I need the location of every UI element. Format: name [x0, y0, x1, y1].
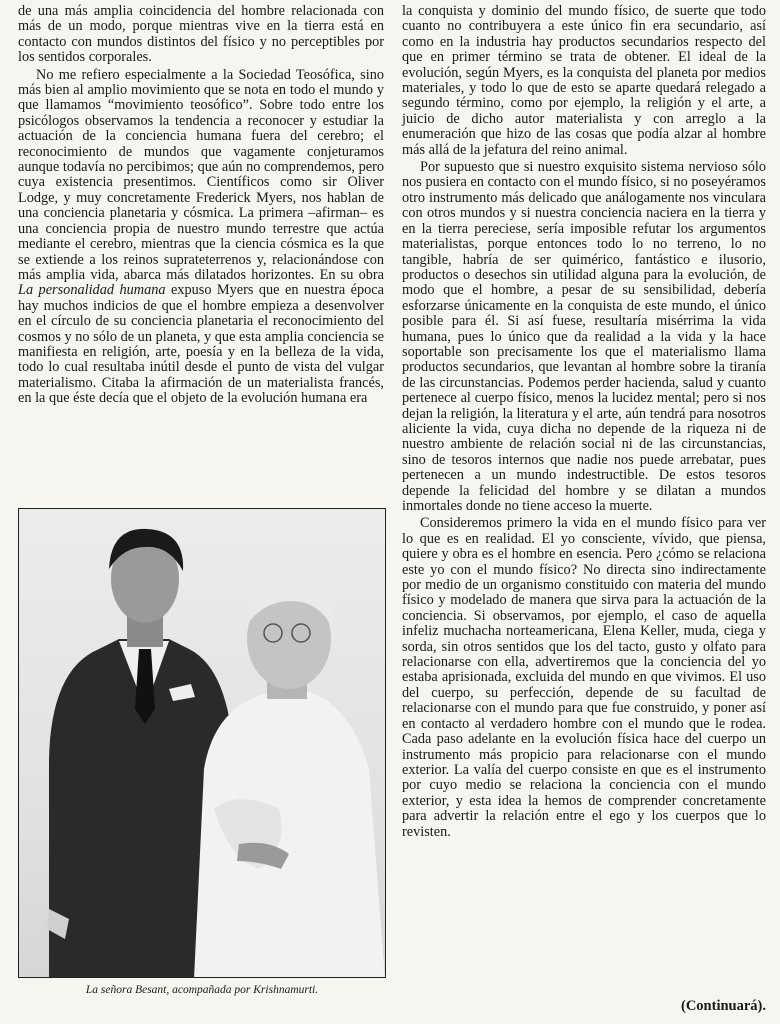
- paragraph-text: expuso Myers que en nuestra época hay muchos indicios de que el hombre empieza a desenvolver en el círculo de su conciencia planetaria el reconocimiento del cosmos y no sólo de un planeta, y que esta amplia conciencia se manifiesta en religión, arte, poesía y en la belleza de la vida, todo lo cual resultaba inútil desde el punto de vista del vulgar materialismo. Citaba la afirmación de un materialista francés, en la que éste decía que el objeto de la evolución humana era: [18, 282, 384, 407]
- woman-figure: [194, 583, 385, 977]
- book-title: La personalidad humana: [18, 282, 166, 299]
- left-text-column: [18, 4, 384, 407]
- photograph: [18, 508, 386, 978]
- paragraph: la conquista y dominio del mundo físico, de suerte que todo cuanto no contribuyera a este único fin era secundario, así como en la industria hay productos secundarios respecto del que en primer término se trata de obtener. El ideal de la evolución, según Myers, es la conquista del planeta por medios materiales, y todo lo que de esto se aparte quedará relegado a segundo término, como por ejemplo, la religión y el arte, a juicio de dicho autor materialista y con arreglo a la enumeración que hizo de las cosas que podía alzar al hombre más allá de la jefatura del reino animal.: [402, 3, 766, 158]
- right-text-column: [402, 4, 766, 1004]
- paragraph: Consideremos primero la vida en el mundo físico para ver lo que es en realidad. El yo consciente, vívido, que piensa, quiere y obra es el hombre en esencia. Pero ¿cómo se relaciona este yo con el mundo físico? No directa sino indirectamente por medio de un organismo constituido con materia del mundo físico y modelado de manera que sirva para la actuación de la conciencia. Si observamos, por ejemplo, el caso de aquella infeliz muchacha norteamericana, Elena Keller, muda, ciega y sorda, sin otros sentidos que los del tacto, gusto y olfato para relacionarse con ella, advertiremos que la conciencia del yo estaba aprisionada, excluida del mundo en que vivimos. El uso del cuerpo, su perfección, depende de su facultad de relacionarse con el mundo para que fue construido, y poner así en contacto al verdadero hombre con el mundo que le rodea. Cada paso adelante en la evolución física hace del cuerpo un instrumento más propicio para relacionarse con el mundo exterior. La valía del cuerpo consiste en que es el instrumento por cuyo medio se relaciona la conciencia con el mundo exterior, y esta idea la hemos de comprender concretamente para advertir la relación entre el ego y los cuerpos que lo revisten.: [402, 515, 766, 840]
- photo-caption: La señora Besant, acompañada por Krishnamurti.: [85, 984, 319, 996]
- paragraph-text: No me refiero especialmente a la Sociedad Teosófica, sino más bien al amplio movimiento que se nota en todo el mundo y que llamamos “movimiento teosófico”. Sobre todo entre los psicólogos observamos la tendencia a reconocer y estudiar la actuación de la conciencia humana fuera del cerebro; el reconocimiento de mundos que vagamente conjeturamos aunque todavía no percibimos; que aún no comprendemos, pero cuya existencia presentimos. Científicos como sir Oliver Lodge, y muy concretamente Frederick Myers, nos hablan de una conciencia planetaria y cósmica. La primera –afirman– es una conciencia propia de nuestro mundo terrestre que actúa mediante el cerebro, mientras que la ciencia cósmica es la que se extiende a los reinos suprateterrenos y, relacionándose con más amplia vida, abarca más dilatados horizontes.: [18, 66, 384, 283]
- paragraph-text: En su obra: [314, 266, 384, 283]
- paragraph: [18, 68, 384, 407]
- paragraph: Por supuesto que si nuestro exquisito sistema nervioso sólo nos pusiera en contacto con el mundo físico, si no poseyéramos otro instrumento más delicado que análogamente nos vinculara con otros mundos y si nuestra conciencia naciera en la tierra y en la tierra pereciese, sería imposible refutar los argumentos materialistas, porque entonces todo lo no terreno, lo no tangible, habría de ser quimérico, fantástico e ilusorio, productos o desechos sin utilidad alguna para la evolución, de modo que el hombre, a pesar de su sensibilidad, debería esforzarse únicamente en la conquista de este mundo, el único posible para él. Si así fuese, resultaría misérrima la vida humana, pues lo único que da realidad a la vida y la hace soportable son precisamente los que el materialismo llama productos secundarios, que levantan al hombre sobre la tiranía de las circunstancias. Podemos perder hacienda, salud y cuanto pertenece al cuerpo físico, menos la lucidez mental; pero si nos dejan la religión, la literatura y el arte, aún tendrá para nosotros aliciente la vida, cuya dicha no depende de la riqueza ni de nuestro ambiente de relación social ni de las circunstancias, sino de tesoros internos que nadie nos puede arrebatar, pues pertenecen a un mundo indestructible. De estos tesoros depende la felicidad del hombre y se dilatan a mundos inmortales donde no tiene acceso la muerte.: [402, 159, 766, 514]
- paragraph: de una más amplia coincidencia del hombre relacionada con más de un modo, porque mientras vive en la tierra está en contacto con mundos distintos del físico y no perceptibles por los sentidos corporales.: [18, 3, 384, 66]
- continued-note: (Continuará).: [681, 998, 766, 1014]
